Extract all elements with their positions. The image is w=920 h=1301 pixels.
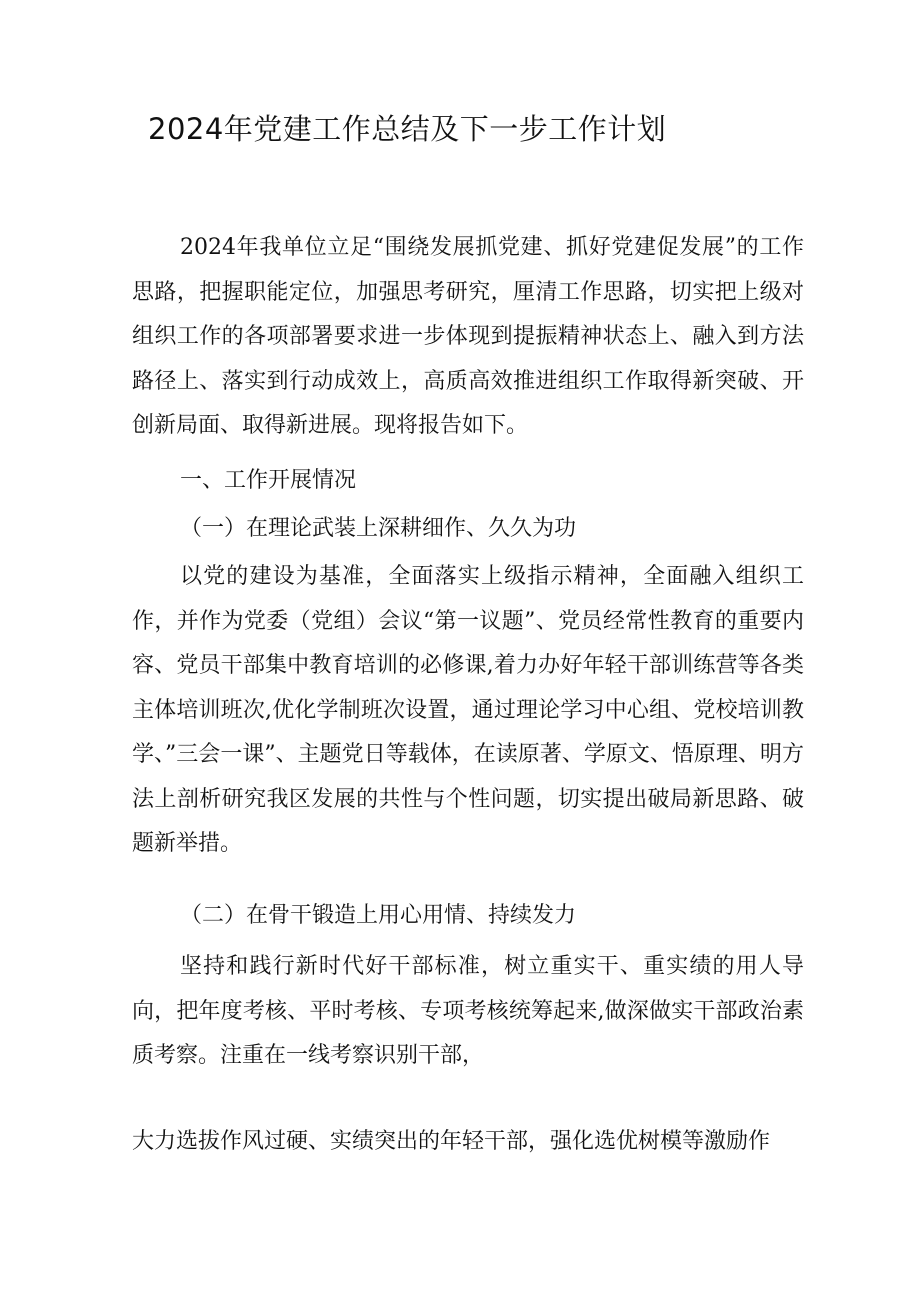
continued-paragraph-line: 大力选拔作风过硬、实绩突出的年轻干部，强化选优树模等激励作 — [132, 1129, 771, 1154]
document-title: 2024年党建工作总结及下一步工作计划 — [148, 112, 667, 146]
intro-paragraph: 2024年我单位立足“围绕发展抓党建、抓好党建促发展”的工作思路，把握职能定位，加强思考研究，厘清工作思路，切实把上级对组织工作的各项部署要求进一步体现到提振精神状态上、融入到方法路径上、落实到行动成效上，高质高效推进组织工作取得新突破、开创新局面、取得新进展。现将报告如下。 — [132, 235, 804, 438]
cadre-paragraph: 坚持和践行新时代好干部标准，树立重实干、重实绩的用人导向，把年度考核、平时考核、专项考核统筹起来,做深做实干部政治素质考察。注重在一线考察识别干部， — [132, 954, 804, 1068]
subsection-heading-theory: （一）在理论武装上深耕细作、久久为功 — [180, 516, 577, 541]
section-heading-work-status: 一、工作开展情况 — [180, 468, 357, 493]
theory-paragraph: 以党的建设为基准，全面落实上级指示精神，全面融入组织工作，并作为党委（党组）会议“第一议题”、党员经常性教育的重要内容、党员干部集中教育培训的必修课,着力办好年轻干部训练营等各类主体培训班次,优化学制班次设置，通过理论学习中心组、党校培训教学、”三会一课”、主题党日等载体，在读原著、学原文、悟原理、明方法上剖析研究我区发展的共性与个性问题，切实提出破局新思路、破题新举措。 — [132, 564, 804, 856]
subsection-heading-cadre: （二）在骨干锻造上用心用情、持续发力 — [180, 903, 577, 928]
